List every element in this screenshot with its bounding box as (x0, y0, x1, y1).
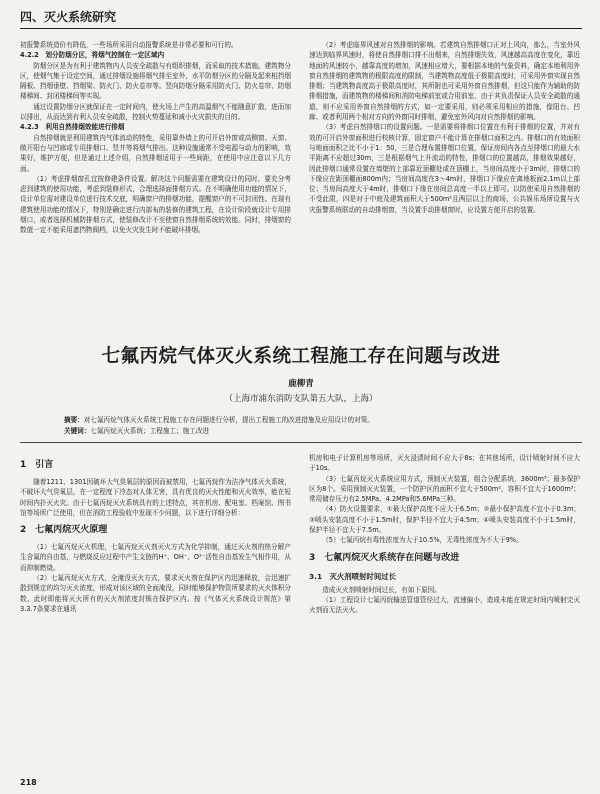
paragraph: 自然排烟就是利用建筑内气体流动的特性，采用靠外墙上的可开启外窗或高侧窗、天窗、敞开阳台与凹廊或专用排烟口、竖井等将烟气排出。这种设施通常不受电源与动力的影响，效果好，维护方便，但是通过上述介绍，自然排烟适用于一些间距，在使用中应注意以下几方面。 (20, 133, 291, 173)
abstract (64, 415, 538, 426)
article-title: 七氟丙烷气体灭火系统工程施工存在问题与改进 (101, 346, 501, 367)
article-affiliation: （上海市浦东消防支队第五大队，上海） (224, 394, 378, 404)
subsection-heading: 4.2.2 划分防烟分区，将烟气控制在一定区域内 (20, 51, 165, 60)
page-number: 218 (20, 778, 37, 787)
paragraph: （3）七氟丙烷灭火系统应用方式，预制灭火装置，组合分配系统，3600m³；最多保护区为8个。采用预制灭火装置，一个防护区的面积不宜大于500m²，容积不宜大于1600m³；常用储存压力有2.5MPa、4.2MPa和5.6MPa三种。 (309, 474, 580, 504)
paragraph: 造成灭火剂喷射时间过长，有如下原因。 (322, 585, 441, 594)
paragraph: （4）防火设置要求，①最大保护高度不应大于6.5m；②最小保护高度不宜小于0.3m；③喷头安装高度不小于1.5m时，保护半径不宜大于4.5m；④喷头安装高度不小于1.5m时，保护半径不宜大于7.5m。 (309, 505, 580, 535)
paragraph: （1）工程设计七氟丙烷输送管道管径过大，流速偏小，造成未能在规定时间内喷射完灭火剂而无法灭火。 (309, 595, 580, 615)
subsection-heading: 3.1 灭火剂喷射时间过长 (309, 571, 396, 581)
previous-article-left-column (20, 40, 291, 236)
paragraph: （2）考虑临界风速对自然排烟的影响。若建筑自然排烟口正对上风向，那么，当室外风速达到临界风速时，将使自然排烟口排不出烟来，自然排烟失效，风速越高高度在变化，靠近地面的风速较小，越靠高度的增加，风速相应增大，要根据本地的气象资料，确定本地利用外窗自然排烟的建筑物的极限高度的限制，当建筑物高度低于极限高度时，可采用外窗实现自然排烟；当建筑物高度高于极限高度时，其所附也可采用外窗自然排烟，但这只能作为辅助的防排烟措施，而建筑物的楼梯间和消防电梯前室或合用前室、由于其负责保证人员安全疏散的通道，则不应采用外窗自然排烟的方式，如一定要采用，则必须采用相应的措施，像阳台、凹廊、或者利用两个相对方向的外窗同时排烟，避免室外风向对自然排烟的影响。 (309, 41, 580, 122)
keywords-text: 七氟丙烷灭火系统；工程施工；施工改进 (90, 427, 210, 435)
article-author: 鹿柳青 (288, 379, 314, 389)
keywords (64, 426, 538, 437)
paragraph: 初报警系统造价有降低，一些场所采用自动报警系统是非常必要和可行的。 (20, 41, 238, 49)
paragraph: 通过设置防烟分区就保证在一定时间内，使火场上产生的高温烟气不能随意扩散，进而加以排出，从而达到有利人员安全疏散，控制火势蔓延和减小火灾损失的目的。 (20, 102, 291, 122)
abstract-block (64, 415, 538, 437)
paragraph: 机房和电子计算机房等场所，灭火浸渍时间不应大于8s；在其他场所，设计喷射时间不应大于10s。 (309, 454, 580, 473)
paragraph: 防烟分区是为有利于建筑物内人员安全疏散与有组织排烟，而采取的技术措施。建筑物分区，使烟气集于设定空间，通过排烟设施将烟气排至室外，水平防烟分区的分隔及起来相挡烟隔板、挡烟垂壁、挡烟梁、防火门、防火卷帘等。竖向防烟分隔采用防火门、防火卷帘、防烟楼梯间、封闭楼梯间等实现。 (20, 61, 291, 101)
abstract-label: 摘要： (64, 416, 84, 424)
paragraph: （1）考虑排烟窗孔宜按修建条件设置。解决这个问题需要在建筑设计的同时，要充分考虑到建筑的使用功能，考虑到装修形式，合理选择面排烟方式。在不明确使用功能的情况下，设计单位需对建设单位进行技术交底，明确窗户的排烟功能，提醒窗户的不可封闭性。在现有建筑使用功能的情况下，特别是确定进行内部布的装修的建筑工程，在设计阶段就设计专用排烟口，或者选择机械防排烟方式，使装修改计不至使窗自然排烟系统的效能。同时，排烟窗的数值一定不能采用遮挡物阀档，以免火灾发生时不能破坏排烟。 (20, 174, 291, 235)
subsection-heading: 4.2.3 利用自然排烟效能进行排烟 (20, 123, 125, 132)
paragraph: （5）七氟丙烷有毒性浓度为大于10.5%，无毒性浓度为不大于9%。 (322, 536, 523, 545)
section-heading: 3 七氟丙烷灭火系统存在问题与改进 (309, 552, 460, 563)
abstract-text: 对七氟丙烷气体灭火系统工程施工存在问题进行分析，提出工程施工的改进措施及应用设计的对策。 (83, 416, 374, 424)
section-heading: 1 引言 (20, 460, 54, 470)
article-left-column (20, 453, 291, 614)
divider (20, 442, 582, 443)
keywords-label: 关键词： (64, 427, 91, 435)
section-heading: 2 七氟丙烷灭火原理 (20, 525, 108, 536)
article-right-column (309, 453, 580, 616)
previous-article-right-column (309, 40, 580, 215)
paragraph: （1）七氟丙烷灭火机理，七氟丙烷灭火剂灭火方式为化学抑制，通过灭火剂的热分解产生含氟的自由基，与燃烧反应过程中产生支链的H⁺、OH⁻、O²⁻活性自由基发生气相作用，从而抑制燃烧。 (20, 543, 291, 572)
paragraph: （3）考虑自然排烟口的设置问题。一是需要将排烟口位置在有利于排烟的位置，并对有效的可开启外窗面积进行校核计算，固定窗户不能计算在排烟口面积之内。排烟口的有效面积与地面面积之比不小于1：50，三是合理布置排烟口位置，保证房间内各点至排烟口的最大水平距离不应超过30m，三是根据烟气上升流动的特性，排烟口的位置越高，排烟效果越好，因此排烟口通常设置在墙壁的上部靠近顶棚处或在顶棚上，当房间高度小于3m时，排烟口的下缘应在距顶棚面800m内；当房间高度在3～4m时，排烟口下缘应在离地板面2.1m以上部位；当房间高度大于4m时，排烟口下缘在房间总高度一半以上即可。以防使采用自然排烟的不受此限，四是对于中庭及建筑面积大于500m²且两层以上的商场，公共娱乐场所设置与火灾报警系统联动的自动排烟窗，当设置手动排烟窗时，应设置方便开启的装置。 (309, 123, 580, 214)
section-title: 四、灭火系统研究 (20, 10, 117, 24)
page-header (20, 6, 582, 29)
paragraph: 随着1211、1301因破坏大气臭氧层的原因而被禁用，七氟丙烷作为洁净气体灭火系统，不破坏大气臭氧层，在一定程度下冷态对人体无害，具有优良的灭火性能和灭火效率，能在短时间内扑灭火灾。由于七氟丙烷灭火系统具有的上述特点，其在机房、配电室、档案馆、图书馆等场所广泛使用，但在消防工程验收中发现不少问题，以下进行详细分析： (20, 478, 291, 517)
paragraph: （2）七氟丙烷灭火方式，全淹没灭火方式，要求灭火剂在保护区内迅速释放，会迅速扩散到规定的均匀灭火浓度，形成对该区域的全面淹没，同时能够保护物资所要求的灭火体积分数，此时即能将灭火所有的灭火剂浓度封锁在保护区内。按《气体灭火系统设计规范》第3.3.7条要求在通讯 (20, 574, 291, 613)
